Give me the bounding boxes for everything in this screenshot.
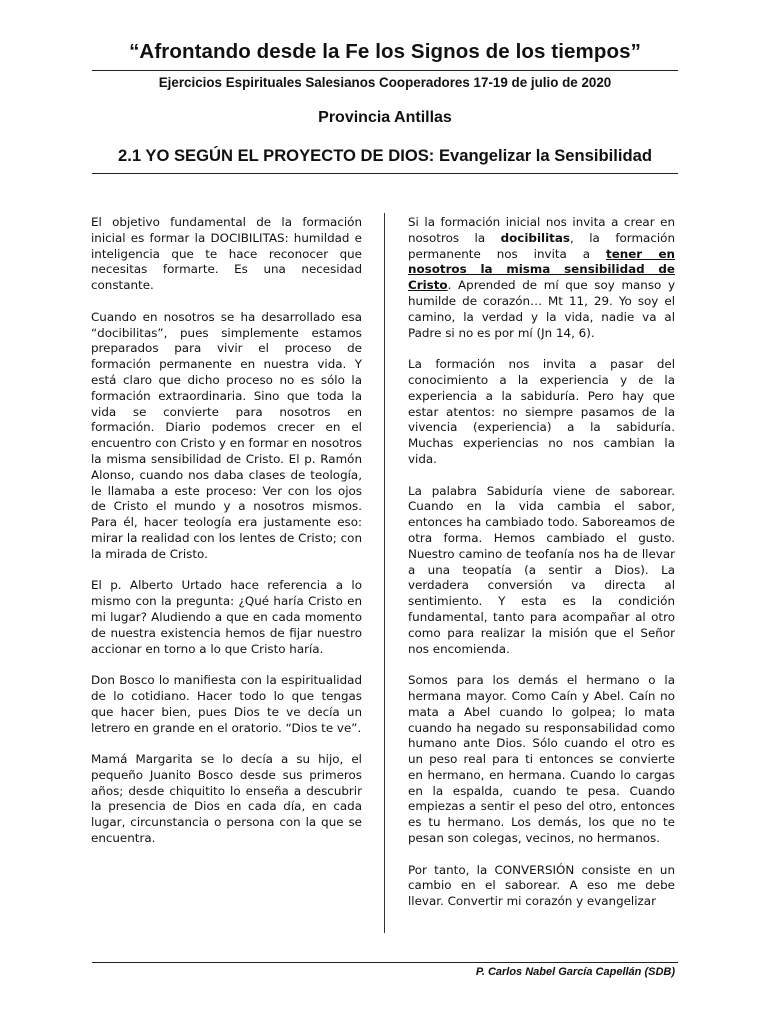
right-p1-emphasis: tener en nosotros la misma sensibilidad de Cristo [408,246,675,293]
left-paragraph-1: El objetivo fundamental de la formación inicial es formar la DOCIBILITAS: humildad e inteligencia que te hace reconocer que necesitas formarte. Es una necesidad constante. [91,215,362,293]
province-name: Provincia Antillas [318,109,452,126]
left-paragraph-2: Cuando en nosotros se ha desarrollado esa “docibilitas”, pues simplemente estamos preparados para vivir el proceso de formación permanente en nuestra vida. Y está claro que dicho proceso no es sólo la formación extraordinaria. Sino que toda la vida se convierte para nosotros en formación. Diario podemos crecer en el encuentro con Cristo y en formar en nosotros la misma sensibilidad de Cristo. El p. Ramón Alonso, cuando nos daba clases de teología, le llamaba a este proceso: Ver con los ojos de Cristo el mundo y a nosotros mismos. Para él, hacer teología era justamente eso: mirar la realidad con los lentes de Cristo; con la mirada de Cristo. [91,309,362,561]
title-divider [92,70,678,71]
right-p1-text-a: Si la formación inicial nos invita a crear en nosotros la [408,215,675,245]
right-paragraph-3: La palabra Sabiduría viene de saborear. Cuando en la vida cambia el sabor, entonces ha cambiado todo. Saboreamos de otra forma. Hemos cambiado el gusto. Nuestro camino de teofanía nos ha de llevar a una teopatía (a sentir a Dios). La verdadera conversión va directa al sentimiento. Y esta es la condición fundamental, tanto para acompañar al otro como para realizar la misión que el Señor nos encomienda. [408,483,675,656]
left-paragraph-3: El p. Alberto Urtado hace referencia a lo mismo con la pregunta: ¿Qué haría Cristo en mi lugar? Aludiendo a que en cada momento de nuestra existencia hemos de fijar nuestro accionar en torno a lo que Cristo haría. [91,578,362,656]
right-paragraph-5: Por tanto, la CONVERSIÓN consiste en un cambio en el saborear. A eso me debe llevar. Convertir mi corazón y evangelizar [408,862,675,909]
document-subtitle: Ejercicios Espirituales Salesianos Cooperadores 17-19 de julio de 2020 [158,75,612,90]
right-p1-docibilitas: docibilitas [500,230,570,245]
left-paragraph-4: Don Bosco lo manifiesta con la espiritualidad de lo cotidiano. Hacer todo lo que tengas que hacer bien, pues Dios te ve decía un letrero en grande en el oratorio. “Dios te ve”. [91,673,362,735]
footer-divider [92,962,678,963]
right-column [408,215,675,926]
left-column [91,215,362,863]
section-title-sub: Evangelizar la Sensibilidad [438,146,652,165]
left-paragraph-5: Mamá Margarita se lo decía a su hijo, el pequeño Juanito Bosco desde sus primeros años; desde chiquitito lo enseña a descubrir la presencia de Dios en cada día, en cada lugar, circunstancia o persona con la que se encuentra. [91,752,362,846]
document-title: “Afrontando desde la Fe los Signos de los tiempos” [129,40,641,63]
right-paragraph-4: Somos para los demás el hermano o la hermana mayor. Como Caín y Abel. Caín no mata a Abel cuando lo golpea; lo mata cuando ha negado su responsabilidad como humano ante Dios. Sólo cuando el otro es un peso real para ti entonces se convierte en hermano, en hermana. Cuando lo cargas en la espalda, cuando te pesa. Cuando empiezas a sentir el peso del otro, entonces es tu hermano. Los demás, los que no te pesan son colegas, vecinos, no hermanos. [408,673,675,846]
section-title-main: 2.1 YO SEGÚN EL PROYECTO DE DIOS: [118,146,439,165]
column-divider [384,213,385,933]
right-paragraph-2: La formación nos invita a pasar del conocimiento a la experiencia y de la experiencia a la sabiduría. Pero hay que estar atentos: no siempre pasamos de la vivencia (experiencia) a la sabiduría. Muchas experiencias no nos cambian la vida. [408,357,675,466]
footer-author: P. Carlos Nabel García Capellán (SDB) [475,966,675,978]
section-divider [92,173,678,174]
section-title [92,145,678,167]
right-p1-text-e: . Aprended de mí que soy manso y humilde de corazón… Mt 11, 29. Yo soy el camino, la verdad y la vida, nadie va al Padre si no es por mí (Jn 14, 6). [408,278,675,340]
page-header [92,38,678,174]
right-paragraph-1 [408,215,675,341]
right-p1-text-c: , la formación permanente nos invita a [408,230,675,261]
